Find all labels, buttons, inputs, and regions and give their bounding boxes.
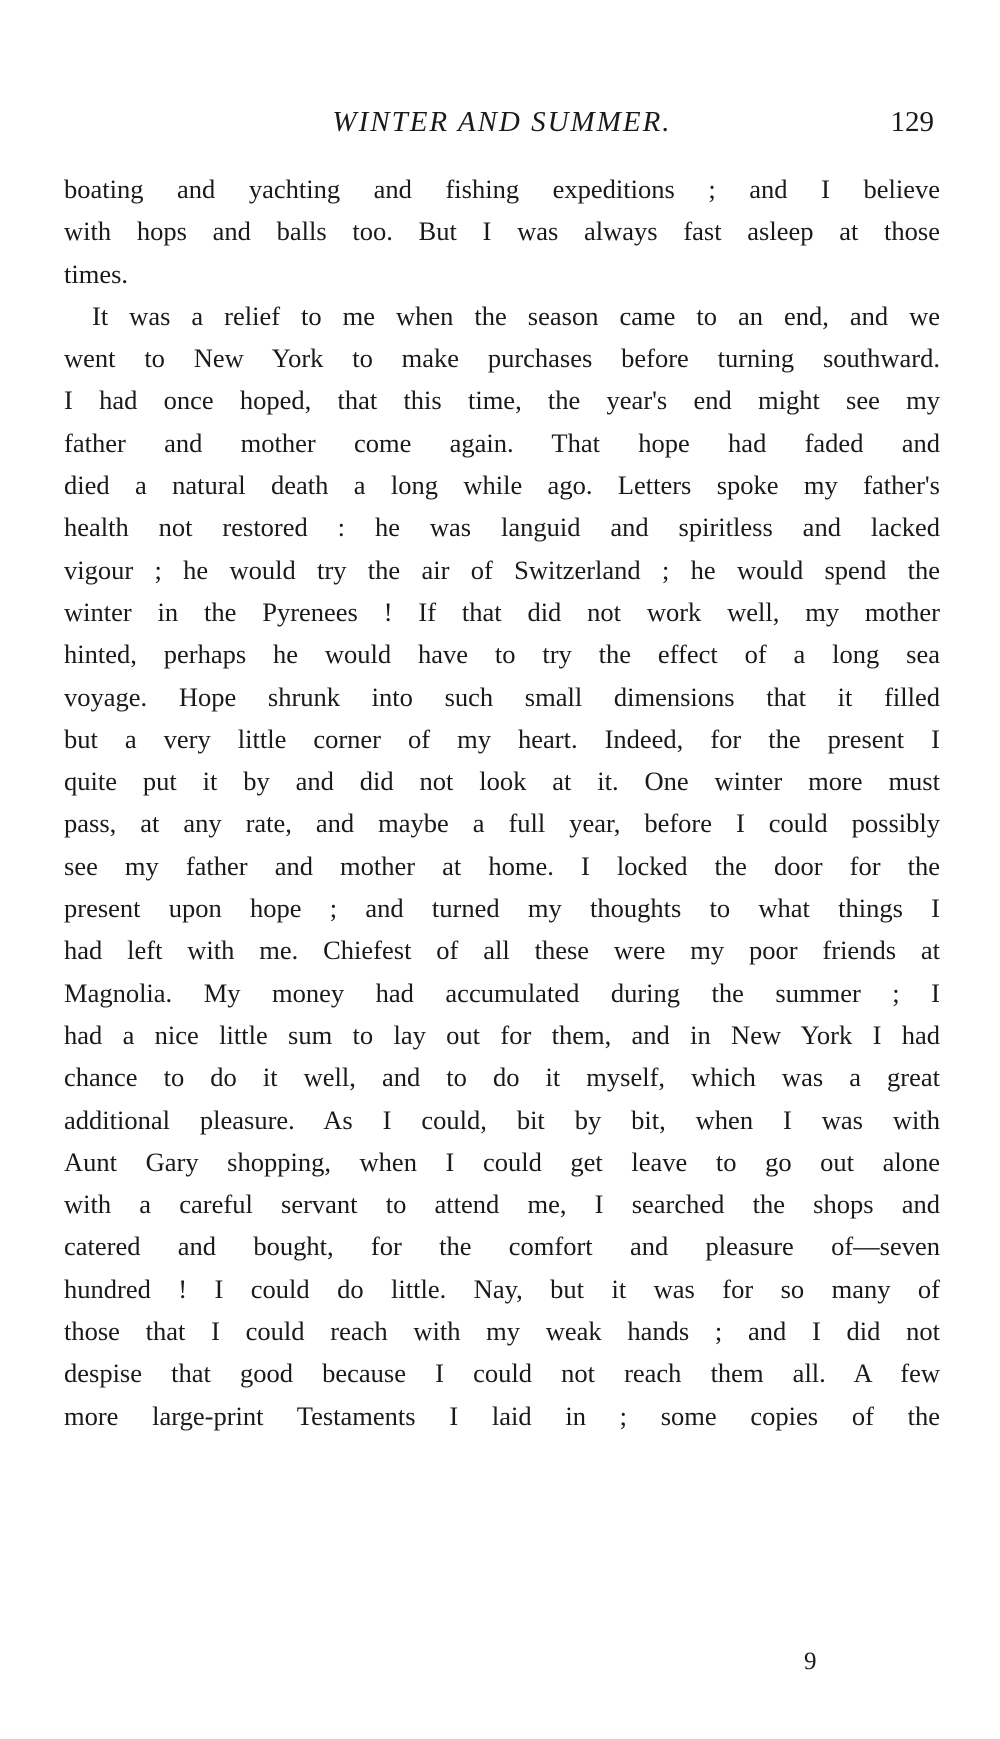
text-line: despise that good because I could not reach them all. A few bbox=[64, 1358, 940, 1389]
text-line: pass, at any rate, and maybe a full year, before I could possibly bbox=[64, 808, 940, 839]
text-line: see my father and mother at home. I locked the door for the bbox=[64, 850, 940, 881]
text-line: It was a relief to me when the season came to an end, and we bbox=[92, 300, 940, 331]
text-line: Magnolia. My money had accumulated during the summer ; I bbox=[64, 977, 940, 1008]
text-line: I had once hoped, that this time, the year's end might see my bbox=[64, 385, 940, 416]
text-line: with a careful servant to attend me, I searched the shops and bbox=[64, 1189, 940, 1220]
text-line: additional pleasure. As I could, bit by bit, when I was with bbox=[64, 1104, 940, 1135]
text-line: vigour ; he would try the air of Switzerland ; he would spend the bbox=[64, 554, 940, 585]
text-line: present upon hope ; and turned my thoughts to what things I bbox=[64, 893, 940, 924]
text-line: health not restored : he was languid and spiritless and lacked bbox=[64, 512, 940, 543]
text-line: more large-print Testaments I laid in ; some copies of the bbox=[64, 1400, 940, 1431]
text-line: hinted, perhaps he would have to try the effect of a long sea bbox=[64, 639, 940, 670]
text-line: quite put it by and did not look at it. One winter more must bbox=[64, 766, 940, 797]
text-line: voyage. Hope shrunk into such small dimensions that it filled bbox=[64, 681, 940, 712]
text-line: had a nice little sum to lay out for them, and in New York I had bbox=[64, 1019, 940, 1050]
text-line: but a very little corner of my heart. Indeed, for the present I bbox=[64, 723, 940, 754]
text-line: Aunt Gary shopping, when I could get leave to go out alone bbox=[64, 1146, 940, 1177]
text-line: winter in the Pyrenees ! If that did not work well, my mother bbox=[64, 596, 940, 627]
text-line: hundred ! I could do little. Nay, but it was for so many of bbox=[64, 1273, 940, 1304]
text-line: boating and yachting and fishing expeditions ; and I believe bbox=[64, 174, 940, 204]
page-number: 129 bbox=[890, 106, 934, 138]
signature-mark: 9 bbox=[804, 1648, 817, 1675]
text-line: chance to do it well, and to do it myself, which was a great bbox=[64, 1062, 940, 1093]
running-title: WINTER AND SUMMER. bbox=[332, 106, 672, 138]
text-line: father and mother come again. That hope had faded and bbox=[64, 427, 940, 458]
text-line: those that I could reach with my weak hands ; and I did not bbox=[64, 1316, 940, 1347]
text-line: catered and bought, for the comfort and pleasure of—seven bbox=[64, 1231, 940, 1262]
text-line: with hops and balls too. But I was always fast asleep at those bbox=[64, 216, 940, 247]
text-line: times. bbox=[64, 258, 129, 289]
page-header bbox=[64, 106, 940, 146]
text-line: went to New York to make purchases before turning southward. bbox=[64, 343, 940, 374]
text-line: died a natural death a long while ago. Letters spoke my father's bbox=[64, 470, 940, 501]
body-text bbox=[64, 168, 940, 1437]
text-line: had left with me. Chiefest of all these were my poor friends at bbox=[64, 935, 940, 966]
